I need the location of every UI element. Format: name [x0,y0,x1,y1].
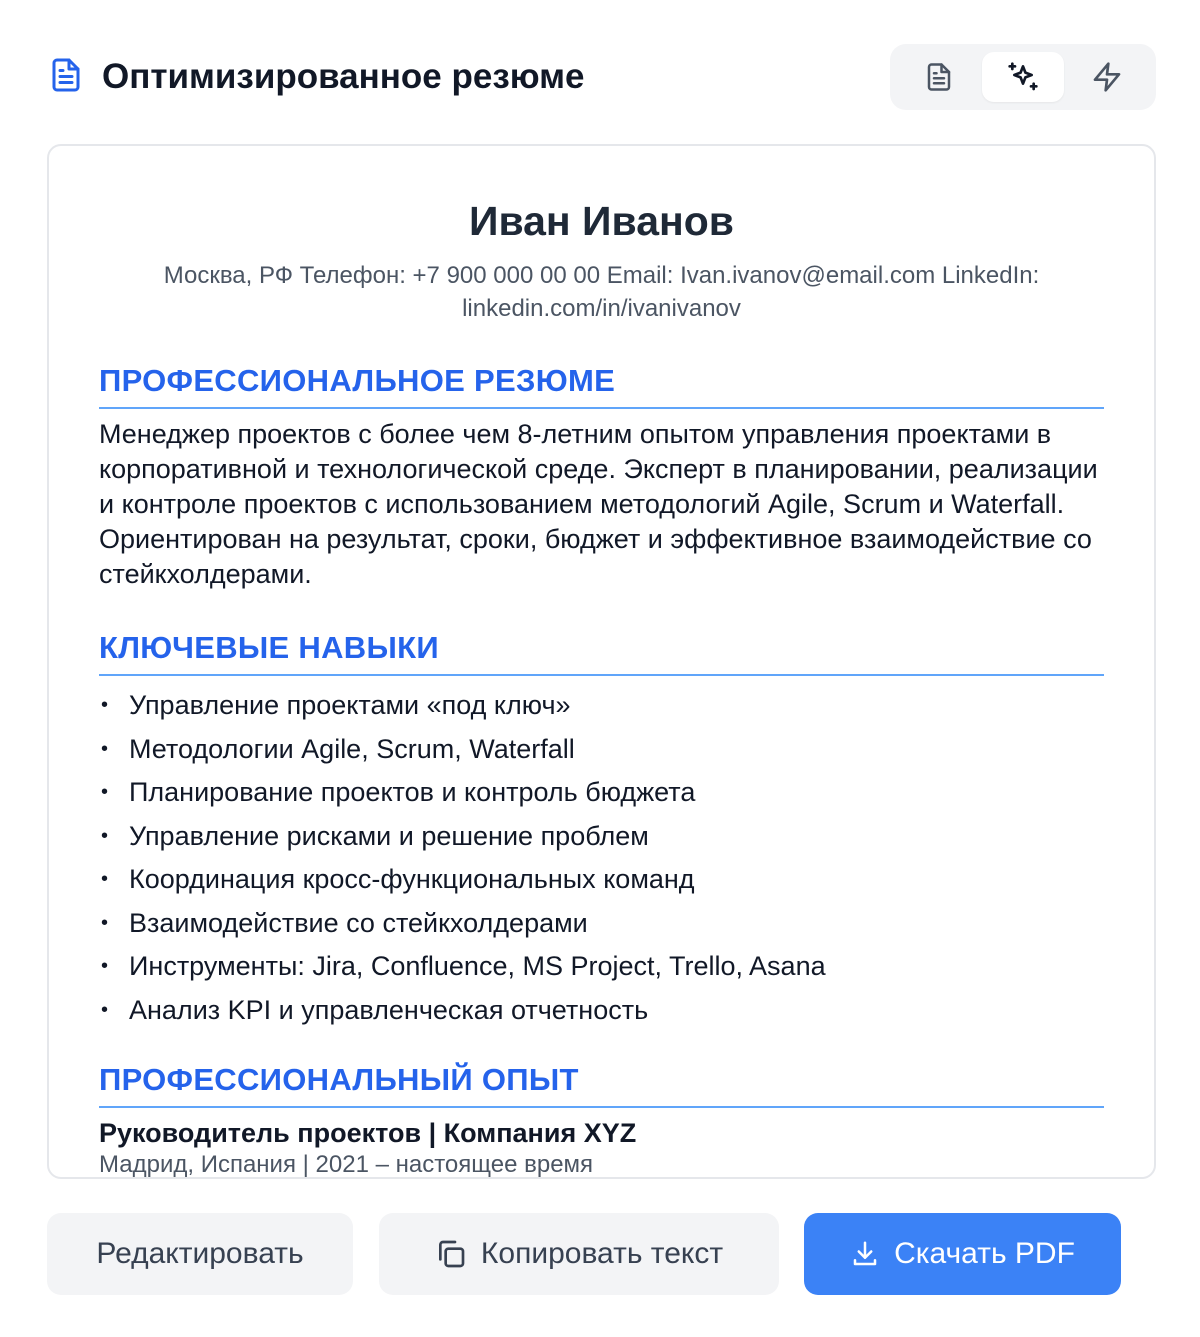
download-label: Скачать PDF [894,1237,1075,1270]
original-view-button[interactable] [898,52,980,102]
file-text-icon [924,61,954,93]
list-item: • Методологии Agile, Scrum, Waterfall [99,728,1104,772]
experience-heading: ПРОФЕССИОНАЛЬНЫЙ ОПЫТ [99,1062,1104,1108]
summary-heading: ПРОФЕССИОНАЛЬНОЕ РЕЗЮМЕ [99,363,1104,409]
edit-label: Редактировать [96,1237,304,1270]
job-meta: Мадрид, Испания | 2021 – настоящее время [99,1151,594,1178]
quick-view-button[interactable] [1066,52,1148,102]
copy-text-button[interactable] [379,1213,779,1295]
optimized-view-button[interactable] [982,52,1064,102]
list-item: • Управление проектами «под ключ» [99,684,1104,728]
resume-name: Иван Иванов [468,198,735,244]
edit-button[interactable] [47,1213,353,1295]
skills-heading: КЛЮЧЕВЫЕ НАВЫКИ [99,630,1104,676]
download-pdf-button[interactable] [804,1213,1121,1295]
job-title: Руководитель проектов | Компания XYZ [99,1118,637,1148]
document-icon [48,55,84,100]
page-title: Оптимизированное резюме [102,57,585,96]
resume-preview[interactable] [47,144,1156,1179]
copy-icon [435,1238,467,1270]
sparkles-icon [1007,61,1039,93]
list-item: • Управление рисками и решение проблем [99,815,1104,859]
header [48,44,1156,110]
skills-list [99,684,1104,1032]
list-item: • Взаимодействие со стейкхолдерами [99,902,1104,946]
list-item: • Анализ KPI и управленческая отчетность [99,989,1104,1033]
list-item: • Инструменты: Jira, Confluence, MS Project, Trello, Asana [99,945,1104,989]
view-mode-toggle [890,44,1156,110]
copy-label: Копировать текст [480,1237,724,1270]
resume-contact: Москва, РФ Телефон: +7 900 000 00 00 Email: Ivan.ivanov@email.com LinkedIn: linkedin.com/in/ivanivanov [163,262,1040,322]
summary-text: Менеджер проектов с более чем 8-летним опытом управления проектами в корпоративной и технологической среде. Эксперт в планировании, реализации и контроле проектов с использованием методологий Agile, Scrum и Waterfall. Ориентирован на результат, сроки, бюджет и эффективное взаимодействие со стейкхолдерами. [99,419,1098,589]
lightning-icon [1091,61,1123,93]
list-item: • Планирование проектов и контроль бюджета [99,771,1104,815]
list-item: • Координация кросс-функциональных команд [99,858,1104,902]
download-icon [850,1239,880,1269]
